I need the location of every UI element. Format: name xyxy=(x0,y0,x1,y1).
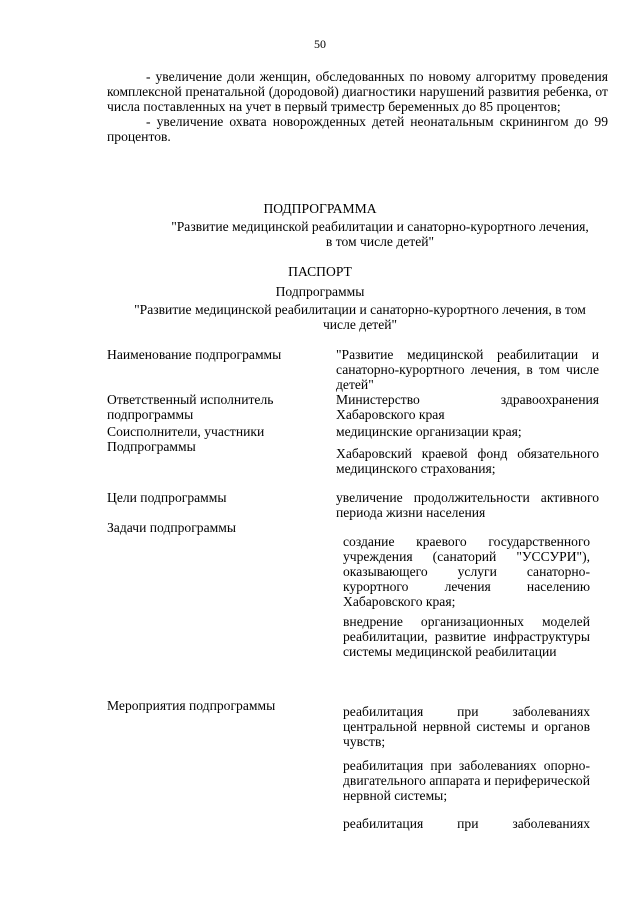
row-label-executor: Ответственный исполнитель подпрограммы xyxy=(107,392,274,422)
passport-subheading: Подпрограммы xyxy=(275,284,365,299)
subprogram-heading: ПОДПРОГРАММА xyxy=(263,201,377,216)
subprogram-title: "Развитие медицинской реабилитации и санаторно-курортного лечения, в том числе детей" xyxy=(171,219,589,249)
row-label-coexecutors: Соисполнители, участники Подпрограммы xyxy=(107,424,265,454)
passport-name: "Развитие медицинской реабилитации и санаторно-курортного лечения, в том числе детей" xyxy=(134,302,586,332)
row-value-tasks-1: создание краевого государственного учреждения (санаторий "УССУРИ"), оказывающего услуги санаторно-курортного лечения населению Хабаровского края; xyxy=(343,534,590,609)
row-value-executor: Министерство здравоохранения Хабаровского края xyxy=(336,392,599,422)
passport-heading: ПАСПОРТ xyxy=(288,264,352,279)
row-value-goals: увеличение продолжительности активного периода жизни населения xyxy=(336,490,599,520)
intro-paragraph: - увеличение охвата новорожденных детей неонатальным скринингом до 99 процентов. xyxy=(107,114,608,144)
row-value-measures-1: реабилитация при заболеваниях центральной нервной системы и органов чувств; xyxy=(343,704,590,749)
intro-section xyxy=(107,69,608,144)
row-value-coexecutors-1: медицинские организации края; xyxy=(336,424,522,439)
row-value-tasks-2: внедрение организационных моделей реабилитации, развитие инфраструктуры системы медицинской реабилитации xyxy=(343,614,590,659)
intro-paragraph: - увеличение доли женщин, обследованных по новому алгоритму проведения комплексной пренатальной (дородовой) диагностики нарушений развития ребенка, от числа поставленных на учет в первый триместр беременных до 85 процентов; xyxy=(107,69,608,114)
row-label-name: Наименование подпрограммы xyxy=(107,347,282,362)
page-number: 50 xyxy=(314,37,326,51)
row-value-name: "Развитие медицинской реабилитации и санаторно-курортного лечения, в том числе детей" xyxy=(336,347,599,392)
row-value-measures-3: реабилитация при заболеваниях xyxy=(343,816,590,831)
row-value-coexecutors-2: Хабаровский краевой фонд обязательного медицинского страхования; xyxy=(336,446,599,476)
row-label-measures: Мероприятия подпрограммы xyxy=(107,698,276,713)
row-label-goals: Цели подпрограммы xyxy=(107,490,227,505)
row-value-measures-2: реабилитация при заболеваниях опорно-двигательного аппарата и периферической нервной системы; xyxy=(343,758,590,803)
row-label-tasks: Задачи подпрограммы xyxy=(107,520,236,535)
